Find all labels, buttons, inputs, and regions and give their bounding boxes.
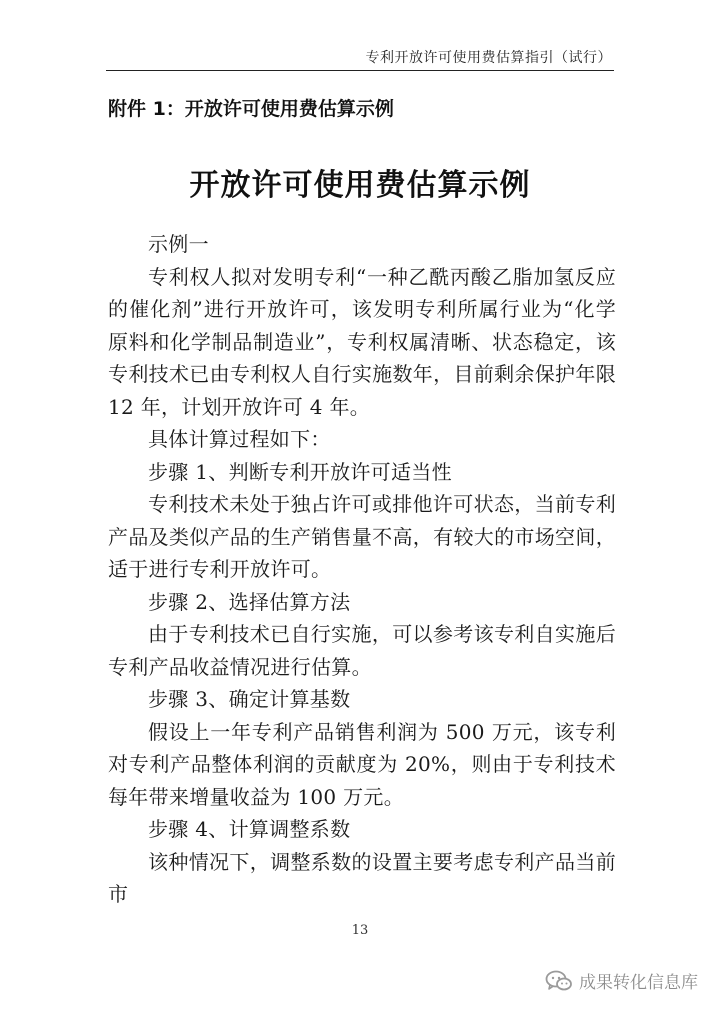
- page-number: 13: [351, 923, 369, 938]
- watermark-text: 成果转化信息库: [579, 973, 698, 993]
- paragraph-intro: 专利权人拟对发明专利“一种乙酰丙酸乙脂加氢反应的催化剂”进行开放许可，该发明专利所属行业为“化学原料和化学制品制造业”，专利权属清晰、状态稳定，该专利技术已由专利权人自行实施数年，目前剩余保护年限 12 年，计划开放许可 4 年。: [108, 264, 616, 419]
- step-3-heading: 步骤 3、确定计算基数: [148, 687, 351, 711]
- document-title: 开放许可使用费估算示例: [189, 168, 531, 203]
- header-divider: [106, 70, 614, 71]
- example-label: 示例一: [148, 232, 209, 256]
- running-header-title: 专利开放许可使用费估算指引（试行）: [365, 50, 612, 66]
- body-text: [108, 228, 616, 911]
- step-1-text: 专利技术未处于独占许可或排他许可状态，当前专利产品及类似产品的生产销售量不高，有较大的市场空间，适于进行专利开放许可。: [108, 492, 616, 581]
- watermark: [545, 968, 698, 993]
- appendix-heading: 附件 1：开放许可使用费估算示例: [108, 98, 394, 120]
- paragraph-process-heading: 具体计算过程如下：: [148, 427, 331, 451]
- step-2-heading: 步骤 2、选择估算方法: [148, 589, 351, 614]
- step-3-text: 假设上一年专利产品销售利润为 500 万元，该专利对专利产品整体利润的贡献度为 20%，则由于专利技术每年带来增量收益为 100 万元。: [108, 719, 616, 809]
- step-4-text: 该种情况下，调整系数的设置主要考虑专利产品当前市: [108, 849, 616, 906]
- step-2-text: 由于专利技术已自行实施，可以参考该专利自实施后专利产品收益情况进行估算。: [108, 622, 616, 679]
- step-1-heading: 步骤 1、判断专利开放许可适当性: [148, 459, 452, 484]
- wechat-icon: [545, 969, 573, 993]
- step-4-heading: 步骤 4、计算调整系数: [148, 817, 351, 841]
